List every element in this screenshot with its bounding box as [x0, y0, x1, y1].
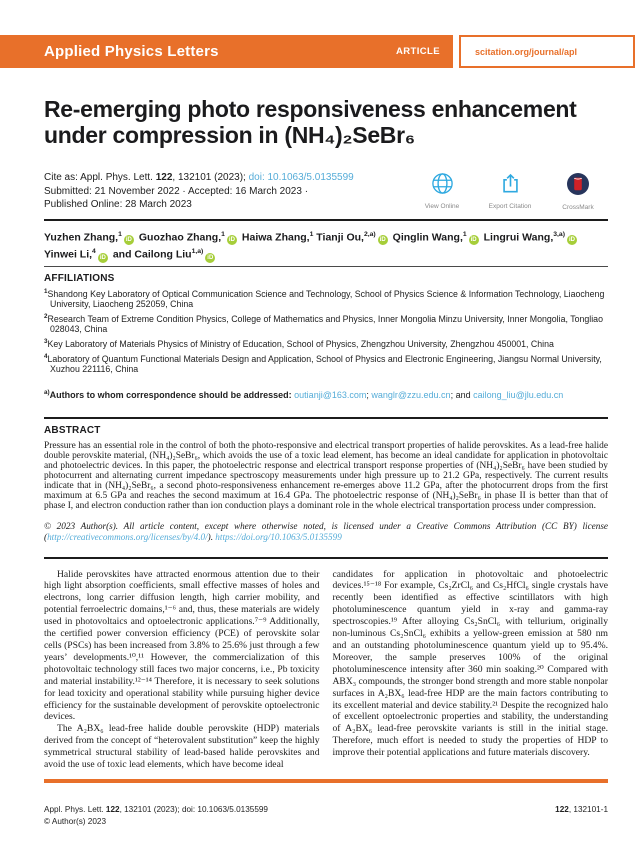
- globe-icon: [431, 172, 454, 200]
- cite-volume: 122: [155, 172, 173, 183]
- affiliation-text: Research Team of Extreme Condition Physics, College of Mathematics and Physics, Inner Mongolia Minzu University, Inner Mongolia, Tongliao 028043, China: [47, 313, 603, 335]
- page-title: Re-emerging photo responsiveness enhancement under compression in (NH₄)₂SeBr₆: [44, 96, 577, 148]
- footer-volume-right: 122: [555, 804, 569, 814]
- affiliation-text: Shandong Key Laboratory of Optical Communication Science and Technology, School of Physics Science & Information Technology, Liaocheng University, Liaocheng 252059, China: [47, 288, 605, 309]
- cite-text: Cite as: Appl. Phys. Lett.: [44, 172, 156, 183]
- export-citation-button[interactable]: [484, 172, 536, 211]
- author-sup: 1: [309, 230, 314, 238]
- orcid-icon[interactable]: iD: [207, 254, 214, 261]
- article-badge: ARTICLE: [396, 46, 440, 57]
- journal-url-text: scitation.org/journal/apl: [475, 46, 578, 57]
- citation-block: [44, 171, 354, 212]
- author-list: [44, 228, 608, 263]
- orcid-icon[interactable]: iD: [470, 237, 477, 243]
- footer-text: Appl. Phys. Lett.: [44, 804, 106, 814]
- footer-page-number: [555, 804, 608, 829]
- affiliation-num: 2: [44, 312, 48, 320]
- article-content: [0, 96, 640, 829]
- doi-link[interactable]: doi: 10.1063/5.0135599: [248, 172, 354, 183]
- footer-page-text: , 132101-1: [568, 804, 608, 814]
- page-footer: [44, 804, 608, 829]
- copyright-text-2: ).: [207, 532, 216, 543]
- cite-text-2: , 132101 (2023);: [172, 172, 249, 183]
- doi-url-link[interactable]: https://doi.org/10.1063/5.0135599: [215, 532, 342, 543]
- author-sup: 1: [118, 230, 122, 238]
- abstract-text: Pressure has an essential role in the control of both the photo-responsive and electrical transport properties of halide perovskites. As a lead-free halide double perovskite material, (NH₄)₂SeBr₆, which avoids the use of a toxic lead element, has become an ideal candidate for application in photovoltaic and photoelectric devices. In this paper, the photoelectric response and electrical transport response properties of (NH₄)₂SeBr₆ have been studied by photocurrent and alternating current impedance spectroscopy measurements under high pressure up to 21.2 GPa, respectively. The current results indicate that in (NH₄)₂SeBr₆, a second photo-responsiveness enhancement re-emerges above 11.2 GPa, after the photocurrent drops from the first maximum at 6.5 GPa and reaches the second maximum at 16.4 GPa. The photoelectric response of (NH₄)₂SeBr₆ in phase II is better than that of phase I, and electron conduction rather than ion conduction plays a dominant role in the whole electrical transportation process under compression.: [44, 440, 608, 511]
- footnote-separator: ;: [366, 389, 372, 400]
- email-link[interactable]: cailong_liu@jlu.edu.cn: [473, 389, 564, 400]
- email-link[interactable]: outianji@163.com: [294, 389, 367, 400]
- copyright-notice: [44, 521, 608, 544]
- journal-header-bar: [0, 35, 453, 68]
- affiliations-list: [44, 287, 608, 375]
- published-line: Published Online: 28 March 2023: [44, 199, 192, 210]
- footer-volume: 122: [105, 804, 120, 814]
- copyright-text: © 2023 Author(s). All article content, except where otherwise noted, is licensed under a Creative Commons Attribution (CC BY) license (: [44, 520, 608, 543]
- crossmark-button[interactable]: [552, 172, 604, 211]
- export-citation-label: Export Citation: [488, 203, 532, 210]
- affiliations-heading: AFFILIATIONS: [44, 272, 115, 284]
- orcid-icon[interactable]: iD: [125, 237, 132, 243]
- affiliation-item: [44, 287, 608, 310]
- affiliation-text: Key Laboratory of Materials Physics of Ministry of Education, School of Physics, Zhengzhou University, Zhengzhou 450001, China: [47, 338, 554, 349]
- body-paragraph: Halide perovskites have attracted enormous attention due to their high light absorption coefficients, small effective masses of holes and electrons, long carrier diffusion length, high carrier mobility, and potential ferroelectric domains,¹⁻⁶ and, thus, these materials are widely used in photovoltaics and optoelectronic applications.⁷⁻⁹ Additionally, the certified power conversion efficiency (PCE) of perovskite solar cells (PSCs) has been increased from 3.8% to 25.6% just through a few years’ developments.¹⁰,¹¹ However, the commercialization of this photovoltaic technology still faces two major concerns, i.e., Pb toxicity and material instability.¹²⁻¹⁴ Therefore, it is necessary to seek solutions for lead toxicity and operational stability while pursuing higher device efficiency for the sustainable development of perovskite optoelectronic devices.: [44, 568, 320, 723]
- orcid-icon[interactable]: iD: [379, 237, 386, 243]
- author-name: Qinglin Wang,: [392, 231, 463, 243]
- author-name: Tianji Ou,: [316, 231, 364, 243]
- right-column: [333, 569, 609, 771]
- footer-copyright: © Author(s) 2023: [44, 817, 107, 827]
- action-icons: [416, 171, 604, 211]
- left-column: [44, 569, 320, 771]
- footnote-label: Authors to whom correspondence should be addressed:: [49, 389, 292, 400]
- author-sup: 4: [92, 248, 96, 255]
- abstract-heading: ABSTRACT: [44, 424, 101, 436]
- correspondence-footnote: [44, 387, 608, 401]
- author-name: Guozhao Zhang,: [138, 231, 222, 243]
- footer-citation: [44, 804, 268, 817]
- body-columns: [44, 569, 608, 771]
- crossmark-icon: [566, 172, 590, 201]
- author-sup: 1,a): [191, 248, 204, 255]
- affiliation-item: [44, 337, 608, 349]
- journal-url-link[interactable]: [459, 35, 635, 68]
- submitted-line: Submitted: 21 November 2022 · Accepted: 16 March 2023 ·: [44, 185, 309, 197]
- author-sup: 1: [221, 230, 225, 238]
- author-name: Haiwa Zhang,: [241, 231, 310, 243]
- journal-title: Applied Physics Letters: [44, 43, 219, 60]
- divider: [44, 266, 608, 267]
- divider: [44, 417, 608, 419]
- body-paragraph: The A₂BX₆ lead-free halide double perovskite (HDP) materials derived from the concept of “heterovalent substitution” keep the highly symmetrical structural stability of lead-based halide perovskites and avoid the use of toxic lead elements, which have become ideal: [44, 723, 320, 771]
- cite-line: [44, 171, 354, 185]
- author-sup: 3,a): [553, 230, 565, 238]
- journal-header: [0, 0, 640, 68]
- divider: [44, 219, 608, 221]
- affiliation-item: [44, 352, 608, 375]
- footer-text-2: , 132101 (2023); doi: 10.1063/5.0135599: [119, 804, 268, 814]
- affiliation-num: 4: [44, 352, 48, 360]
- affiliation-item: [44, 312, 608, 335]
- divider: [44, 557, 608, 559]
- author-name: Yinwei Li,: [44, 248, 93, 261]
- citation-row: [44, 171, 608, 212]
- author-name: Yuzhen Zhang,: [44, 231, 119, 243]
- footer-accent-rule: [44, 779, 608, 783]
- view-online-button[interactable]: [416, 172, 468, 211]
- footer-left: [44, 804, 268, 829]
- body-paragraph: candidates for application in photovoltaic and photoelectric devices.¹⁵⁻¹⁸ For example, Cs₂ZrCl₆ and Cs₂HfCl₆ single crystals have recently been identified as effective scintillators with high photoluminescence quantum yield in x-ray and gamma-ray spectroscopies.¹⁹ After alloying Cs₂SnCl₆ with tellurium, originally non-luminous Cs₂SnCl₆ exhibits a yellow-green emission at 580 nm and an outstanding photoluminescence quantum yield up to 95.4%. Moreover, the sample preserves 100% of the original photoluminescence intensity after 360 min soaking.²⁰ Compared with ABX₃ compounds, the stronger bond strength and more stable nonpolar surfaces in A₂BX₆ lead-free HDP are the main factors contributing to its excellent material and device stability.²¹ Despite the recognized halo of excellent optoelectronic properties and stability, the understanding of A₂BX₆ lead-free perovskite variants is still in the initial stage. Therefore, much effort is needed to study the properties of HDP to improve their potential applications and future materials discovery.: [332, 568, 608, 759]
- affiliation-num: 1: [44, 287, 48, 295]
- view-online-label: View Online: [424, 203, 460, 210]
- export-icon: [499, 172, 522, 200]
- author-sup: 2,a): [363, 230, 376, 238]
- affiliation-num: 3: [44, 337, 48, 345]
- email-link[interactable]: wanglr@zzu.edu.cn: [371, 389, 451, 400]
- footnote-separator: ; and: [450, 389, 474, 400]
- license-link[interactable]: http://creativecommons.org/licenses/by/4.0/: [47, 532, 208, 543]
- crossmark-label: CrossMark: [562, 204, 594, 211]
- author-name: and Cailong Liu: [112, 248, 192, 261]
- author-name: Lingrui Wang,: [483, 231, 554, 243]
- footnote-marker: a): [44, 388, 50, 396]
- orcid-icon[interactable]: iD: [99, 254, 106, 261]
- orcid-icon[interactable]: iD: [228, 237, 235, 243]
- affiliation-text: Laboratory of Quantum Functional Materials Design and Application, School of Physics and Electronic Engineering, Jiangsu Normal University, Xuzhou 221116, China: [47, 353, 602, 375]
- author-sup: 1: [462, 230, 467, 238]
- orcid-icon[interactable]: iD: [568, 237, 575, 243]
